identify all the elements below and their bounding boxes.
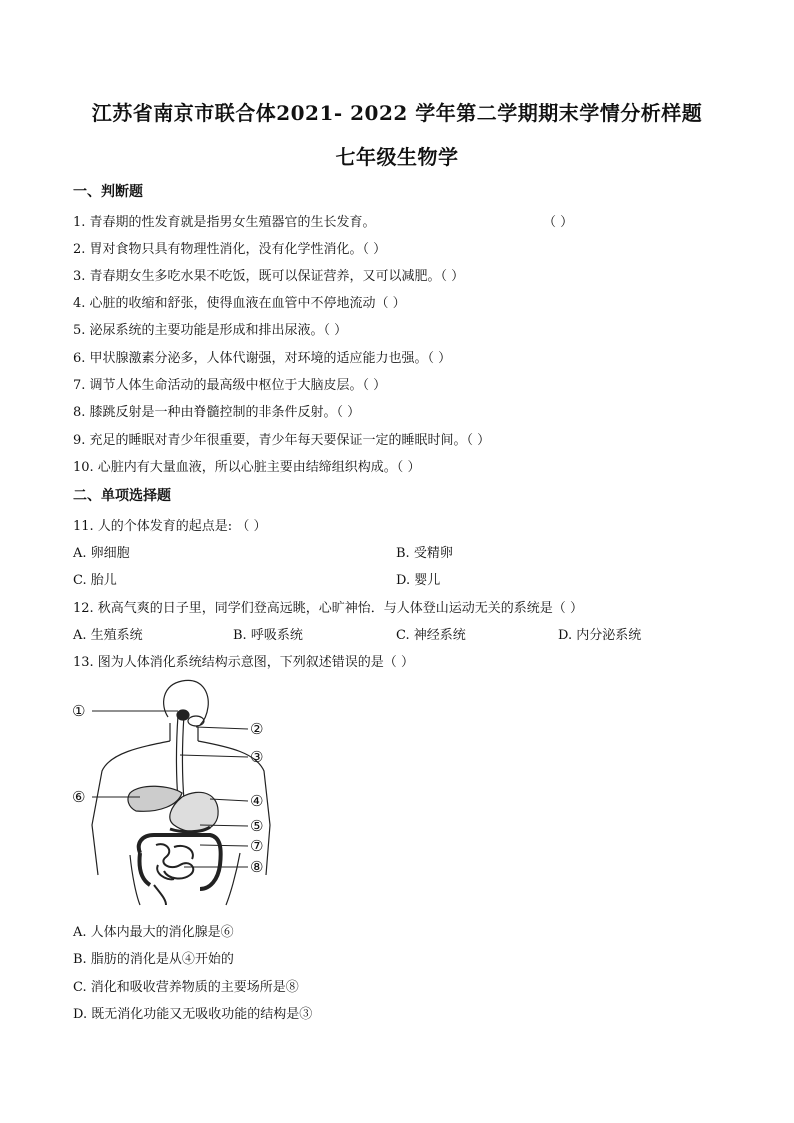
question-7: 7. 调节人体生命活动的最高级中枢位于大脑皮层。（ ） bbox=[73, 378, 387, 393]
q11-option-b: B. 受精卵 bbox=[396, 546, 453, 561]
q13-option-a: A. 人体内最大的消化腺是⑥ bbox=[73, 925, 234, 940]
q11-option-a: A. 卵细胞 bbox=[73, 546, 130, 561]
label-3: ③ bbox=[250, 748, 264, 766]
section-heading-judgment: 一、判断题 bbox=[73, 184, 143, 200]
page-subtitle: 七年级生物学 bbox=[335, 145, 459, 169]
salivary-gland bbox=[188, 716, 204, 726]
q11-option-c: C. 胎儿 bbox=[73, 573, 117, 588]
hip-outline bbox=[130, 853, 240, 905]
question-11: 11. 人的个体发育的起点是: （ ） bbox=[73, 519, 267, 534]
question-13: 13. 图为人体消化系统结构示意图，下列叙述错误的是（ ） bbox=[73, 655, 414, 670]
question-8: 8. 膝跳反射是一种由脊髓控制的非条件反射。（ ） bbox=[73, 405, 361, 420]
question-10: 10. 心脏内有大量血液，所以心脏主要由结缔组织构成。（ ） bbox=[73, 460, 421, 475]
question-3: 3. 青春期女生多吃水果不吃饭，既可以保证营养，又可以减肥。（ ） bbox=[73, 269, 465, 284]
small-intestine bbox=[156, 844, 193, 879]
rectum bbox=[154, 885, 166, 905]
pharynx-shape bbox=[177, 710, 189, 720]
question-4: 4. 心脏的收缩和舒张，使得血液在血管中不停地流动（ ） bbox=[73, 296, 406, 311]
large-intestine bbox=[139, 835, 221, 889]
label-6: ⑥ bbox=[72, 788, 86, 806]
section-heading-choice: 二、单项选择题 bbox=[73, 488, 171, 504]
question-5: 5. 泌尿系统的主要功能是形成和排出尿液。（ ） bbox=[73, 323, 348, 338]
answer-bracket-1: （ ） bbox=[543, 215, 574, 230]
label-1: ① bbox=[72, 702, 86, 720]
q12-option-c: C. 神经系统 bbox=[396, 628, 466, 643]
question-1: 1. 青春期的性发育就是指男女生殖器官的生长发育。 bbox=[73, 215, 376, 230]
label-7: ⑦ bbox=[250, 837, 264, 855]
label-5: ⑤ bbox=[250, 817, 264, 835]
question-12: 12. 秋高气爽的日子里，同学们登高远眺，心旷神怡．与人体登山运动无关的系统是（ ） bbox=[73, 601, 583, 616]
q12-option-a: A. 生殖系统 bbox=[73, 628, 143, 643]
question-6: 6. 甲状腺激素分泌多，人体代谢强，对环境的适应能力也强。（ ） bbox=[73, 351, 452, 366]
q12-option-d: D. 内分泌系统 bbox=[558, 628, 642, 643]
label-8: ⑧ bbox=[250, 858, 264, 876]
question-2: 2. 胃对食物只具有物理性消化，没有化学性消化。（ ） bbox=[73, 242, 387, 257]
q13-option-c: C. 消化和吸收营养物质的主要场所是⑧ bbox=[73, 980, 299, 995]
page-title: 江苏省南京市联合体2021- 2022 学年第二学期期末学情分析样题 bbox=[91, 101, 703, 125]
q13-option-b: B. 脂肪的消化是从④开始的 bbox=[73, 952, 234, 967]
q12-option-b: B. 呼吸系统 bbox=[233, 628, 303, 643]
q11-option-d: D. 婴儿 bbox=[396, 573, 441, 588]
digestive-system-diagram bbox=[70, 675, 280, 907]
q13-option-d: D. 既无消化功能又无吸收功能的结构是③ bbox=[73, 1007, 313, 1022]
label-2: ② bbox=[250, 720, 264, 738]
question-9: 9. 充足的睡眠对青少年很重要，青少年每天要保证一定的睡眠时间。（ ） bbox=[73, 433, 491, 448]
esophagus bbox=[177, 715, 185, 800]
label-4: ④ bbox=[250, 792, 264, 810]
